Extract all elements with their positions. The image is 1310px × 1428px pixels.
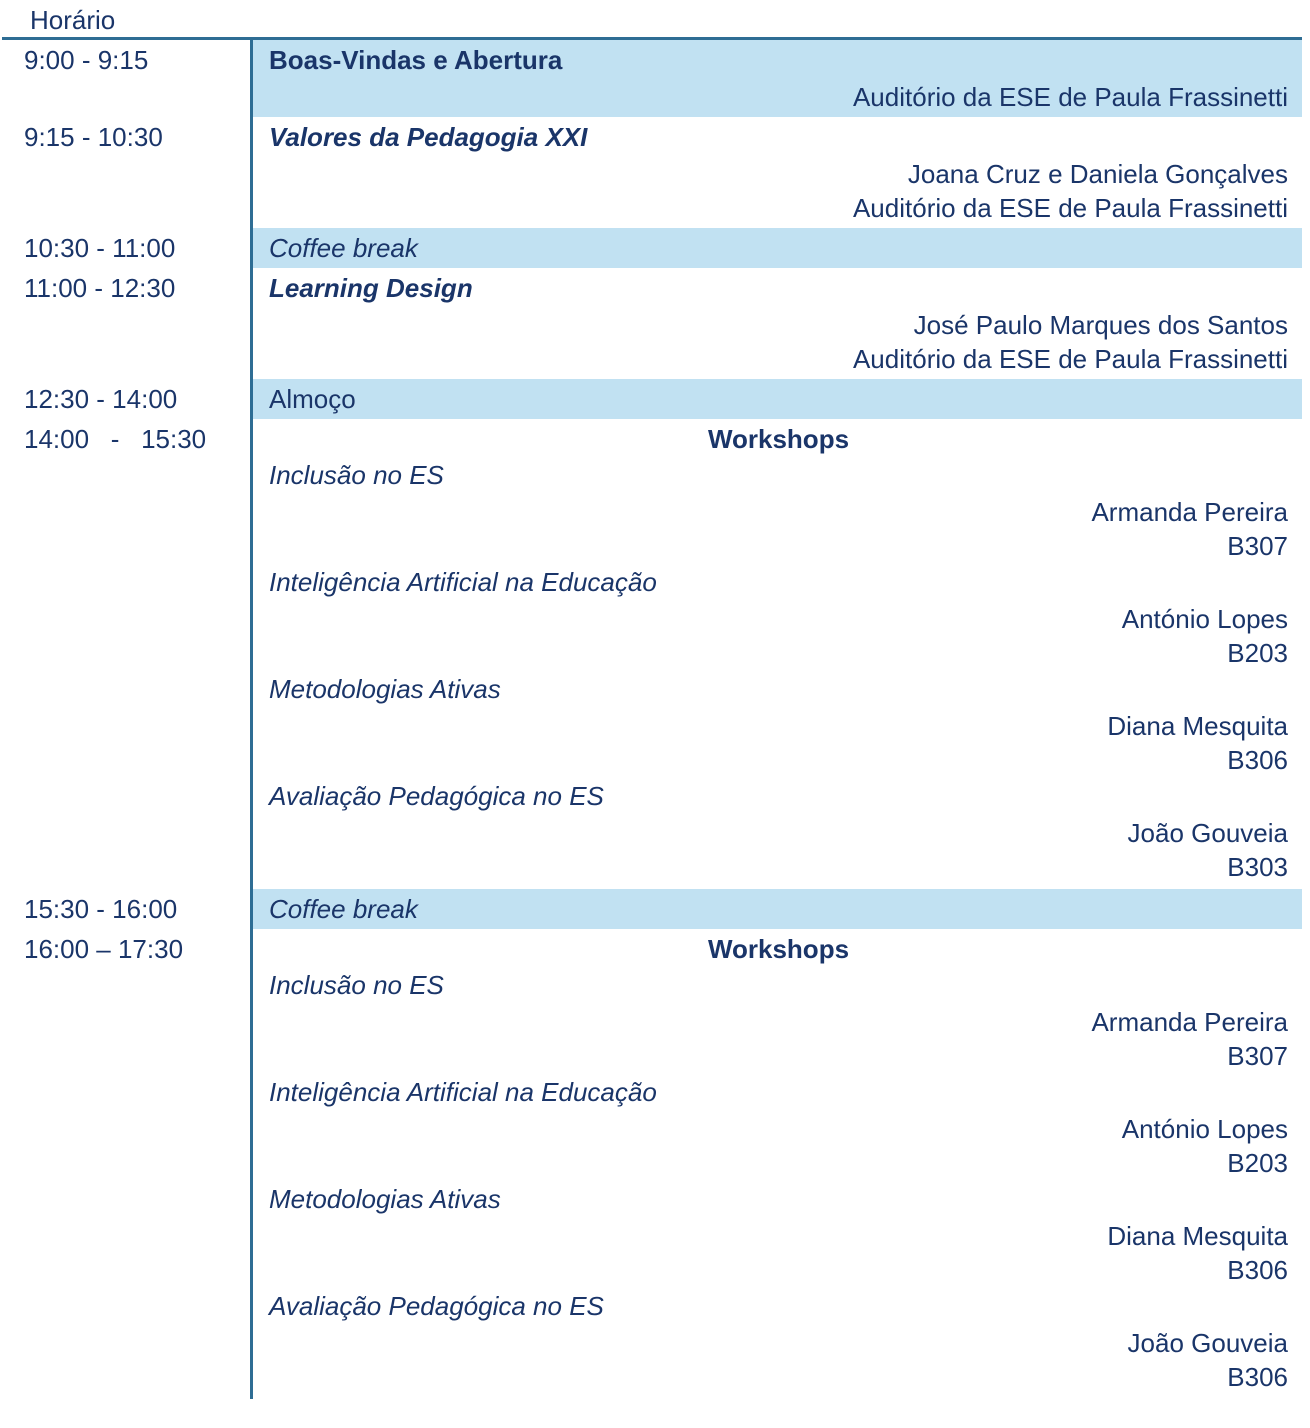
schedule-row	[2, 889, 1302, 929]
workshop-room: B307	[1227, 531, 1288, 561]
workshop-room: B306	[1227, 1362, 1288, 1392]
time-column-header: Horário	[2, 0, 1302, 40]
time-slot: 10:30 - 11:00	[24, 233, 176, 263]
time-slot: 11:00 - 12:30	[24, 273, 176, 303]
session-location: Auditório da ESE de Paula Frassinetti	[852, 344, 1288, 374]
workshop-title: Metodologias Ativas	[269, 674, 501, 704]
workshop-title: Avaliação Pedagógica no ES	[269, 1291, 604, 1321]
workshop-room: B307	[1227, 1041, 1288, 1071]
workshop-room: B303	[1227, 852, 1288, 882]
workshop-room: B306	[1227, 745, 1288, 775]
session-title: Valores da Pedagogia XXI	[269, 122, 588, 152]
workshop-title: Inclusão no ES	[269, 970, 444, 1000]
workshop-title: Avaliação Pedagógica no ES	[269, 781, 604, 811]
time-slot: 12:30 - 14:00	[24, 384, 178, 414]
time-slot: 16:00 – 17:30	[24, 934, 184, 964]
coffee-break-label: Coffee break	[269, 894, 418, 924]
time-slot: 9:00 - 9:15	[24, 45, 149, 75]
session-cell-highlighted	[250, 889, 1302, 929]
session-cell-highlighted	[250, 228, 1302, 268]
workshops-header: Workshops	[707, 934, 850, 964]
session-location: Auditório da ESE de Paula Frassinetti	[852, 82, 1288, 112]
session-cell	[250, 419, 1302, 889]
schedule-row	[2, 117, 1302, 228]
session-cell	[250, 268, 1302, 379]
time-slot: 14:00 - 15:30	[24, 424, 207, 454]
time-slot: 15:30 - 16:00	[24, 894, 178, 924]
schedule-row	[2, 929, 1302, 1399]
session-cell-highlighted	[250, 379, 1302, 419]
workshop-speaker: António Lopes	[1121, 604, 1288, 634]
lunch-label: Almoço	[269, 384, 356, 414]
session-cell	[250, 117, 1302, 228]
time-slot: 9:15 - 10:30	[24, 122, 163, 152]
session-speaker: José Paulo Marques dos Santos	[913, 310, 1288, 340]
workshop-speaker: António Lopes	[1121, 1114, 1288, 1144]
workshop-speaker: Armanda Pereira	[1091, 1007, 1288, 1037]
schedule-table	[2, 0, 1302, 1399]
workshop-speaker: Armanda Pereira	[1091, 497, 1288, 527]
workshop-speaker: João Gouveia	[1127, 1328, 1288, 1358]
workshop-title: Metodologias Ativas	[269, 1184, 501, 1214]
workshop-title: Inteligência Artificial na Educação	[269, 1077, 657, 1107]
workshop-speaker: Diana Mesquita	[1107, 1221, 1288, 1251]
workshops-header: Workshops	[707, 424, 850, 454]
schedule-body	[2, 40, 1302, 1399]
schedule-row	[2, 40, 1302, 117]
workshop-speaker: João Gouveia	[1127, 818, 1288, 848]
workshop-room: B203	[1227, 638, 1288, 668]
session-location: Auditório da ESE de Paula Frassinetti	[852, 193, 1288, 223]
schedule-row	[2, 228, 1302, 268]
workshop-title: Inclusão no ES	[269, 460, 444, 490]
session-speaker: Joana Cruz e Daniela Gonçalves	[907, 159, 1288, 189]
session-title: Boas-Vindas e Abertura	[269, 45, 563, 75]
workshop-room: B203	[1227, 1148, 1288, 1178]
session-cell	[250, 929, 1302, 1399]
schedule-row	[2, 268, 1302, 379]
coffee-break-label: Coffee break	[269, 233, 418, 263]
schedule-row	[2, 379, 1302, 419]
schedule-row	[2, 419, 1302, 889]
workshop-room: B306	[1227, 1255, 1288, 1285]
workshop-title: Inteligência Artificial na Educação	[269, 567, 657, 597]
session-title: Learning Design	[269, 273, 473, 303]
session-cell-highlighted	[250, 40, 1302, 117]
workshop-speaker: Diana Mesquita	[1107, 711, 1288, 741]
